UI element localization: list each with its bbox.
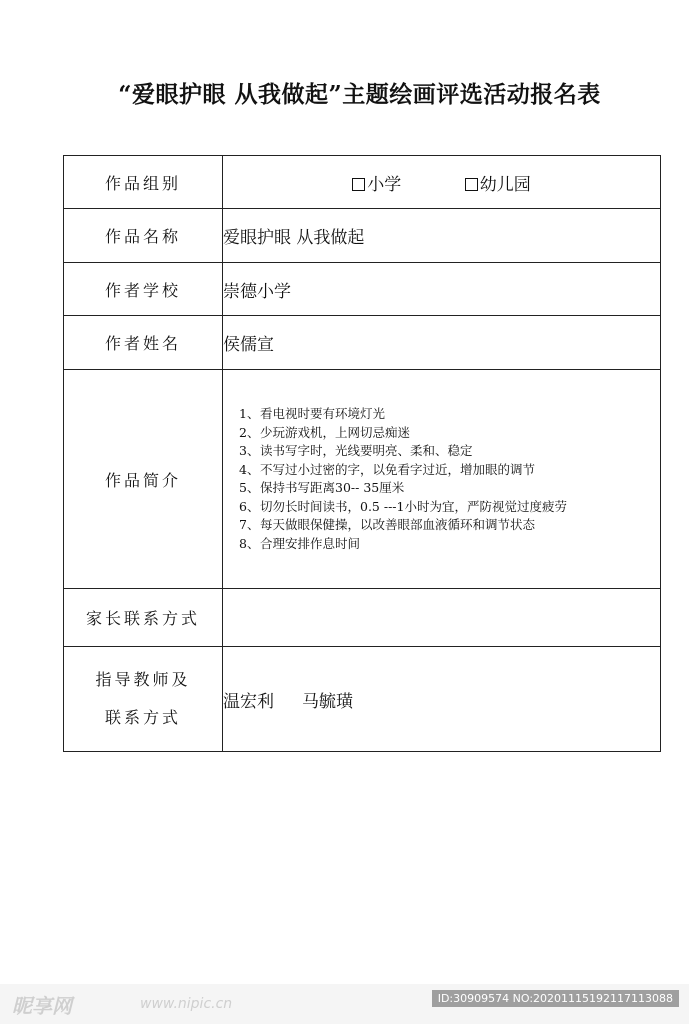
label-group: 作品组别 <box>64 156 223 209</box>
label-teacher-line1: 指导教师及 <box>95 670 191 689</box>
list-item-number: 6、 <box>239 498 260 514</box>
row-intro <box>64 370 661 589</box>
checkbox-icon[interactable] <box>352 178 365 191</box>
value-parent-contact[interactable] <box>223 589 661 647</box>
label-author: 作者姓名 <box>64 316 223 370</box>
checkbox-icon[interactable] <box>465 178 478 191</box>
list-item-text: 合理安排作息时间 <box>260 535 361 551</box>
list-item-text: 每天做眼保健操，以改善眼部血液循环和调节状态 <box>260 517 536 532</box>
list-item-number: 8、 <box>239 535 260 551</box>
list-item-number: 5、 <box>239 480 260 495</box>
list-item <box>239 461 660 480</box>
option-primary-school[interactable] <box>352 170 401 195</box>
list-item-number: 1、 <box>239 406 260 421</box>
list-item <box>239 442 660 461</box>
value-work-name: 爱眼护眼 从我做起 <box>223 209 661 263</box>
watermark-logo: 昵享网 <box>12 994 72 1018</box>
option-kindergarten-label: 幼儿园 <box>479 174 531 195</box>
list-item-text: 读书写字时，光线要明亮、柔和、稳定 <box>260 443 473 458</box>
list-item-text: 看电视时要有环境灯光 <box>260 406 386 421</box>
option-kindergarten[interactable] <box>465 170 531 195</box>
label-teacher <box>64 647 223 752</box>
watermark-url: www.nipic.cn <box>140 996 233 1012</box>
list-item <box>239 405 660 424</box>
label-intro: 作品简介 <box>64 370 223 589</box>
intro-list <box>239 405 660 553</box>
label-teacher-line2: 联系方式 <box>104 708 181 727</box>
value-intro <box>223 370 661 589</box>
list-item <box>239 424 660 443</box>
list-item <box>239 479 660 498</box>
value-author: 侯儒宣 <box>223 316 661 370</box>
option-primary-school-label: 小学 <box>367 174 402 195</box>
teacher-name-1: 温宏利 <box>223 691 274 712</box>
row-school <box>64 263 661 316</box>
watermark-id: ID:30909574 NO:20201115192117113088 <box>432 990 679 1007</box>
list-item-number: 7、 <box>239 517 260 532</box>
list-item-text: 少玩游戏机，上网切忌痴迷 <box>260 424 411 440</box>
label-parent-contact: 家长联系方式 <box>64 589 223 647</box>
row-work-name <box>64 209 661 263</box>
list-item-number: 3、 <box>239 443 260 458</box>
list-item <box>239 516 660 535</box>
list-item <box>239 498 660 517</box>
page-title: “爱眼护眼 从我做起”主题绘画评选活动报名表 <box>118 81 601 108</box>
row-group <box>64 156 661 209</box>
value-teacher <box>223 647 661 752</box>
teacher-name-2: 马毓璜 <box>302 691 353 712</box>
label-school: 作者学校 <box>64 263 223 316</box>
row-author <box>64 316 661 370</box>
list-item-text: 切勿长时间读书，0.5 ---1小时为宜，严防视觉过度疲劳 <box>260 498 567 514</box>
list-item-number: 4、 <box>239 461 260 477</box>
registration-form-table <box>63 155 661 752</box>
group-options <box>223 156 661 209</box>
list-item-text: 不写过小过密的字，以免看字过近，增加眼的调节 <box>260 461 536 477</box>
label-work-name: 作品名称 <box>64 209 223 263</box>
list-item-text: 保持书写距离30-- 35厘米 <box>260 480 405 495</box>
watermark-bar <box>0 984 689 1024</box>
list-item-number: 2、 <box>239 424 260 440</box>
row-teacher <box>64 647 661 752</box>
row-parent-contact <box>64 589 661 647</box>
value-school: 崇德小学 <box>223 263 661 316</box>
list-item <box>239 535 660 554</box>
